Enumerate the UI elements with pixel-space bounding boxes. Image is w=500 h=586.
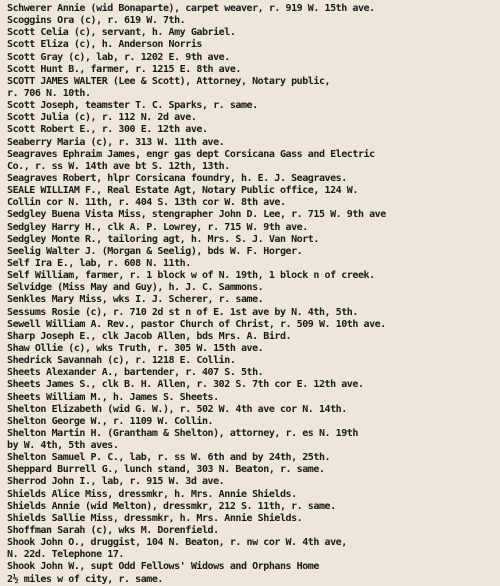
directory-line: Shaw Ollie (c), wks Truth, r. 305 W. 15th ave. [7, 342, 264, 354]
directory-line: Co., r. ss W. 14th ave bt S. 12th, 13th. [7, 160, 230, 172]
directory-line: Senkles Mary Miss, wks I. J. Scherer, r. same. [7, 294, 264, 306]
directory-line: Self Ira E., lab, r. 608 N. 11th. [7, 257, 191, 269]
directory-line: Scott Celia (c), servant, h. Amy Gabriel. [7, 27, 236, 39]
directory-line: Sheets Alexander A., bartender, r. 407 S. 5th. [7, 367, 264, 379]
directory-line: Shedrick Savannah (c), r. 1218 E. Collin. [7, 355, 236, 367]
directory-line: SCOTT JAMES WALTER (Lee & Scott), Attorney, Notary public, [7, 75, 331, 87]
directory-line: Selvidge (Miss May and Guy), h. J. C. Sammons. [7, 282, 264, 294]
directory-line: by W. 4th, 5th aves. [7, 440, 119, 452]
directory-line: Shook John W., supt Odd Fellows' Widows and Orphans Home [7, 561, 319, 573]
directory-entries [7, 3, 494, 586]
directory-line: Scott Gray (c), lab, r. 1202 E. 9th ave. [7, 51, 230, 63]
directory-line: Sherrod John I., lab, r. 915 W. 3d ave. [7, 476, 225, 488]
directory-line: Sedgley Buena Vista Miss, stengrapher John D. Lee, r. 715 W. 9th ave [7, 209, 386, 221]
directory-line: r. 706 N. 10th. [7, 87, 91, 99]
directory-line: Shelton Martin H. (Grantham & Shelton), attorney, r. es N. 19th [7, 427, 358, 439]
directory-line: N. 22d. Telephone 17. [7, 549, 124, 561]
directory-line: Shelton Samuel P. C., lab, r. ss W. 6th and by 24th, 25th. [7, 452, 331, 464]
directory-line: Seelig Walter J. (Morgan & Seelig), bds W. F. Horger. [7, 245, 303, 257]
directory-line: Shoffman Sarah (c), wks M. Dorenfield. [7, 525, 219, 537]
directory-line: Scott Hunt B., farmer, r. 1215 E. 8th ave. [7, 63, 241, 75]
directory-line: Shook John O., druggist, 104 N. Beaton, r. nw cor W. 4th ave, [7, 537, 347, 549]
directory-line: 2½ miles w of city, r. same. [7, 573, 163, 585]
directory-line: Sedgley Monte R., tailoring agt, h. Mrs. S. J. Van Nort. [7, 233, 319, 245]
directory-line: Self William, farmer, r. 1 block w of N. 19th, 1 block n of creek. [7, 270, 375, 282]
directory-line: Seagraves Ephraim James, engr gas dept Corsicana Gass and Electric [7, 148, 375, 160]
directory-line: Shelton George W., r. 1109 W. Collin. [7, 415, 214, 427]
directory-line: Sessums Rosie (c), r. 710 2d st n of E. 1st ave by N. 4th, 5th. [7, 306, 358, 318]
directory-line: Shields Annie (wid Melton), dressmkr, 212 S. 11th, r. same. [7, 500, 336, 512]
directory-line: Seaberry Maria (c), r. 313 W. 11th ave. [7, 136, 225, 148]
directory-line: Scoggins Ora (c), r. 619 W. 7th. [7, 15, 186, 27]
directory-line: Sewell William A. Rev., pastor Church of Christ, r. 509 W. 10th ave. [7, 318, 386, 330]
directory-line: Sheets William M., h. James S. Sheets. [7, 391, 219, 403]
directory-line: Sheets James S., clk B. H. Allen, r. 302 S. 7th cor E. 12th ave. [7, 379, 364, 391]
directory-line: Seagraves Robert, hlpr Corsicana foundry, h. E. J. Seagraves. [7, 172, 347, 184]
directory-line: Collin cor N. 11th, r. 404 S. 13th cor W. 8th ave. [7, 197, 286, 209]
directory-line: Shelton Elizabeth (wid G. W.), r. 502 W. 4th ave cor N. 14th. [7, 403, 347, 415]
directory-line: SEALE WILLIAM F., Real Estate Agt, Notary Public office, 124 W. [7, 185, 358, 197]
directory-line: Shields Alice Miss, dressmkr, h. Mrs. Annie Shields. [7, 488, 297, 500]
directory-line: Scott Eliza (c), h. Anderson Norris [7, 39, 202, 51]
directory-line: Scott Joseph, teamster T. C. Sparks, r. same. [7, 100, 258, 112]
directory-line: Scott Julia (c), r. 112 N. 2d ave. [7, 112, 197, 124]
directory-line: Shields Sallie Miss, dressmkr, h. Mrs. Annie Shields. [7, 512, 303, 524]
directory-line: Schwerer Annie (wid Bonaparte), carpet weaver, r. 919 W. 15th ave. [7, 3, 375, 14]
directory-line: Sedgley Harry H., clk A. P. Lowrey, r. 715 W. 9th ave. [7, 221, 308, 233]
directory-line: Scott Robert E., r. 300 E. 12th ave. [7, 124, 208, 136]
directory-line: Sheppard Burrell G., lunch stand, 303 N. Beaton, r. same. [7, 464, 325, 476]
directory-line: Sharp Joseph E., clk Jacob Allen, bds Mrs. A. Bird. [7, 330, 292, 342]
